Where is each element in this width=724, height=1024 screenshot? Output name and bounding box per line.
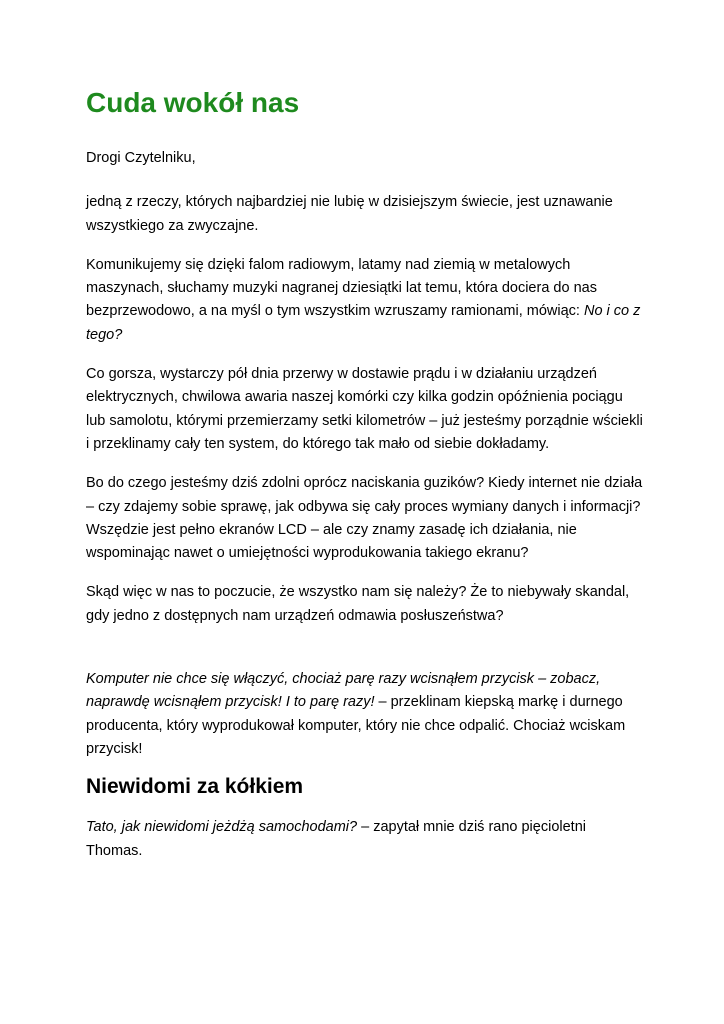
paragraph-5: Skąd więc w nas to poczucie, że wszystko nam się należy? Że to niebywały skandal, gdy jedno z dostępnych nam urządzeń odmawia posłuszeństwa? xyxy=(86,584,630,624)
page-title: Cuda wokół nas xyxy=(86,87,300,118)
greeting: Drogi Czytelniku, xyxy=(86,150,196,166)
paragraph-6-italic: Komputer nie chce się włączyć, chociaż parę razy wcisnąłem przycisk – zobacz, naprawdę wcisnąłem przycisk! I to parę razy! xyxy=(86,671,601,711)
paragraph-6 xyxy=(86,668,646,761)
paragraph-7-text: – zapytał mnie dziś rano pięcioletni Thomas. xyxy=(86,819,586,859)
paragraph-2-italic: No i co z tego? xyxy=(86,303,641,343)
paragraph-3: Co gorsza, wystarczy pół dnia przerwy w dostawie prądu i w działaniu urządzeń elektrycznych, chwilowa awaria naszej komórki czy kilka godzin opóźnienia pociągu lub samolotu, którymi przemierzamy setki kilometrów – już jesteśmy porządnie wściekli i przeklinamy cały ten system, do którego tak mało od siebie dokładamy. xyxy=(86,366,643,452)
paragraph-2 xyxy=(86,254,646,347)
section-heading: Niewidomi za kółkiem xyxy=(86,775,304,799)
paragraph-2-text: Komunikujemy się dzięki falom radiowym, latamy nad ziemią w metalowych maszynach, słuchamy muzyki nagranej dziesiątki lat temu, która dociera do nas bezprzewodowo, a na myśl o tym wszystkim wzruszamy ramionami, mówiąc: xyxy=(86,256,597,320)
paragraph-7-italic: Tato, jak niewidomi jeżdżą samochodami? xyxy=(86,819,358,836)
document-page xyxy=(86,86,646,863)
paragraph-1: jedną z rzeczy, których najbardziej nie lubię w dzisiejszym świecie, jest uznawanie wszystkiego za zwyczajne. xyxy=(86,194,613,234)
paragraph-6-text: – przeklinam kiepską markę i durnego producenta, który wyprodukował komputer, który nie chce odpalić. Chociaż wciskam przycisk! xyxy=(86,694,626,757)
paragraph-7 xyxy=(86,816,646,863)
paragraph-4: Bo do czego jesteśmy dziś zdolni oprócz naciskania guzików? Kiedy internet nie działa – czy zdajemy sobie sprawę, jak odbywa się cały proces wymiany danych i informacji? Wszędzie jest pełno ekranów LCD – ale czy znamy zasadę ich działania, nie wspominając nawet o umiejętności wyprodukowania takiego ekranu? xyxy=(86,475,643,562)
